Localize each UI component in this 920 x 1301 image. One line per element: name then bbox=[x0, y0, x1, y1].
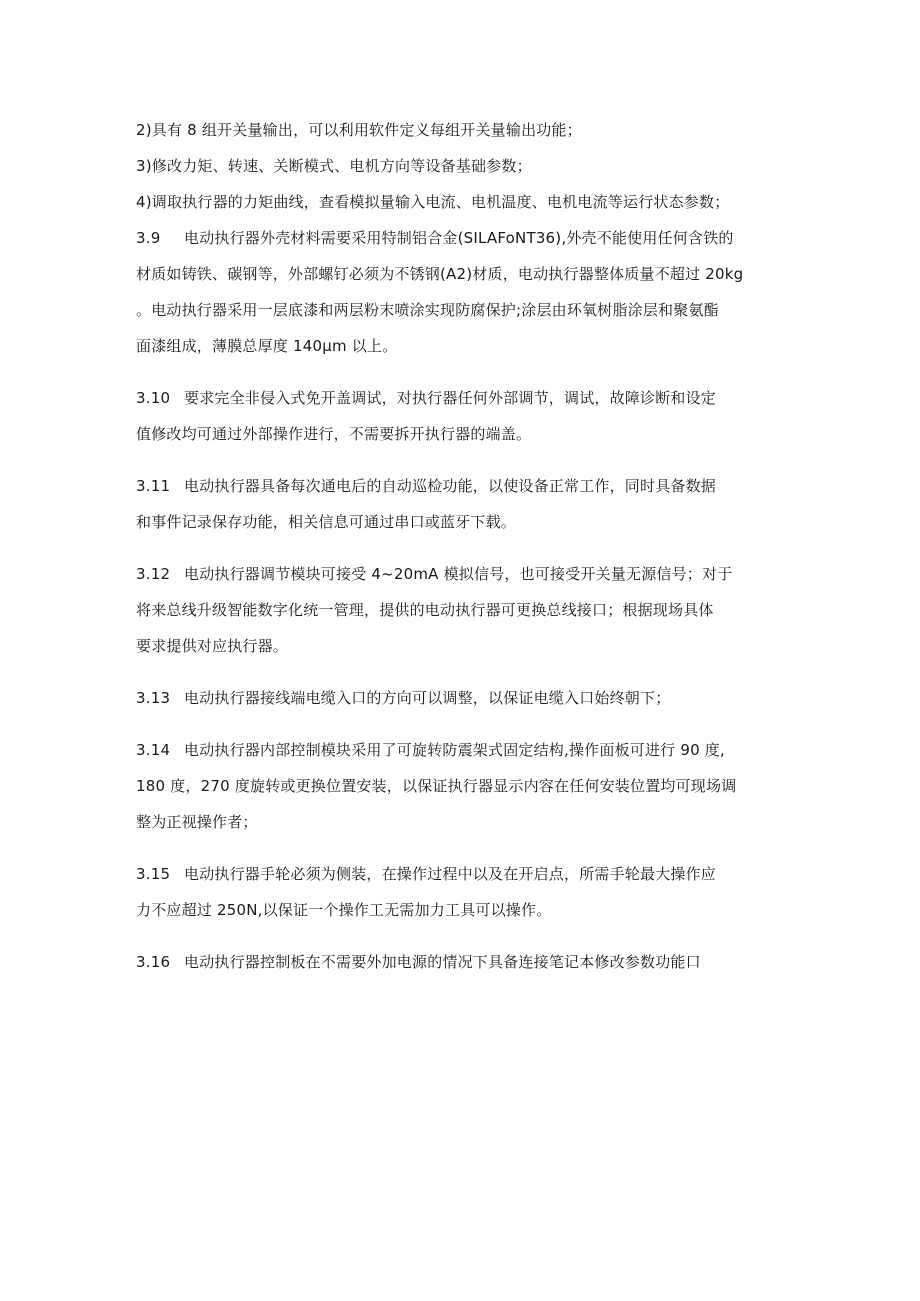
section-text-line: 整为正视操作者； bbox=[136, 813, 258, 831]
section-text-line: 电动执行器具备每次通电后的自动巡检功能，以使设备正常工作，同时具备数据 bbox=[184, 477, 717, 495]
section-3-13 bbox=[136, 680, 796, 716]
section-text-line: 将来总线升级智能数字化统一管理，提供的电动执行器可更换总线接口；根据现场具体 bbox=[136, 601, 714, 619]
section-text-line: 电动执行器手轮必须为侧装，在操作过程中以及在开启点，所需手轮最大操作应 bbox=[184, 865, 717, 883]
section-text-line: 力不应超过 250N,以保证一个操作工无需加力工具可以操作。 bbox=[136, 901, 552, 919]
section-text-line: 180 度，270 度旋转或更换位置安装，以保证执行器显示内容在任何安装位置均可现场调 bbox=[136, 777, 737, 795]
section-text-line: 电动执行器接线端电缆入口的方向可以调整，以保证电缆入口始终朝下； bbox=[184, 689, 671, 707]
section-number: 3.12 bbox=[136, 565, 171, 583]
section-text-line: 值修改均可通过外部操作进行，不需要拆开执行器的端盖。 bbox=[136, 425, 532, 443]
section-text-line: 电动执行器调节模块可接受 4~20mA 模拟信号，也可接受开关量无源信号；对于 bbox=[184, 565, 733, 583]
section-3-15 bbox=[136, 856, 796, 928]
document-body bbox=[136, 112, 796, 980]
section-number: 3.13 bbox=[136, 689, 171, 707]
list-item: 2)具有 8 组开关量输出，可以利用软件定义每组开关量输出功能； bbox=[136, 121, 582, 139]
section-number: 3.10 bbox=[136, 389, 171, 407]
section-number: 3.14 bbox=[136, 741, 171, 759]
section-number: 3.15 bbox=[136, 865, 171, 883]
section-text-line: 。电动执行器采用一层底漆和两层粉末喷涂实现防腐保护;涂层由环氧树脂涂层和聚氨酯 bbox=[136, 301, 719, 319]
section-3-14 bbox=[136, 732, 796, 840]
section-number: 3.9 bbox=[136, 229, 161, 247]
list-item: 3)修改力矩、转速、关断模式、电机方向等设备基础参数； bbox=[136, 157, 532, 175]
section-number: 3.16 bbox=[136, 953, 171, 971]
section-text-line: 面漆组成，薄膜总厚度 140μm 以上。 bbox=[136, 337, 398, 355]
section-number: 3.11 bbox=[136, 477, 171, 495]
section-text-line: 要求完全非侵入式免开盖调试，对执行器任何外部调节，调试，故障诊断和设定 bbox=[184, 389, 717, 407]
section-3-9 bbox=[136, 220, 796, 364]
section-text-line: 材质如铸铁、碳钢等，外部螺钉必须为不锈钢(A2)材质，电动执行器整体质量不超过 20kg bbox=[136, 265, 744, 283]
section-text-line: 和事件记录保存功能，相关信息可通过串口或蓝牙下载。 bbox=[136, 513, 517, 531]
section-3-11 bbox=[136, 468, 796, 540]
section-text-line: 电动执行器内部控制模块采用了可旋转防震架式固定结构,操作面板可进行 90 度, bbox=[184, 741, 725, 759]
section-text-line: 电动执行器外壳材料需要采用特制铝合金(SILAFoNT36),外壳不能使用任何含铁的 bbox=[184, 229, 734, 247]
section-3-16 bbox=[136, 944, 796, 980]
section-text-line: 电动执行器控制板在不需要外加电源的情况下具备连接笔记本修改参数功能口 bbox=[184, 953, 701, 971]
list-item: 4)调取执行器的力矩曲线，查看模拟量输入电流、电机温度、电机电流等运行状态参数； bbox=[136, 193, 730, 211]
section-3-12 bbox=[136, 556, 796, 664]
section-text-line: 要求提供对应执行器。 bbox=[136, 637, 289, 655]
section-3-10 bbox=[136, 380, 796, 452]
function-list bbox=[136, 112, 796, 220]
